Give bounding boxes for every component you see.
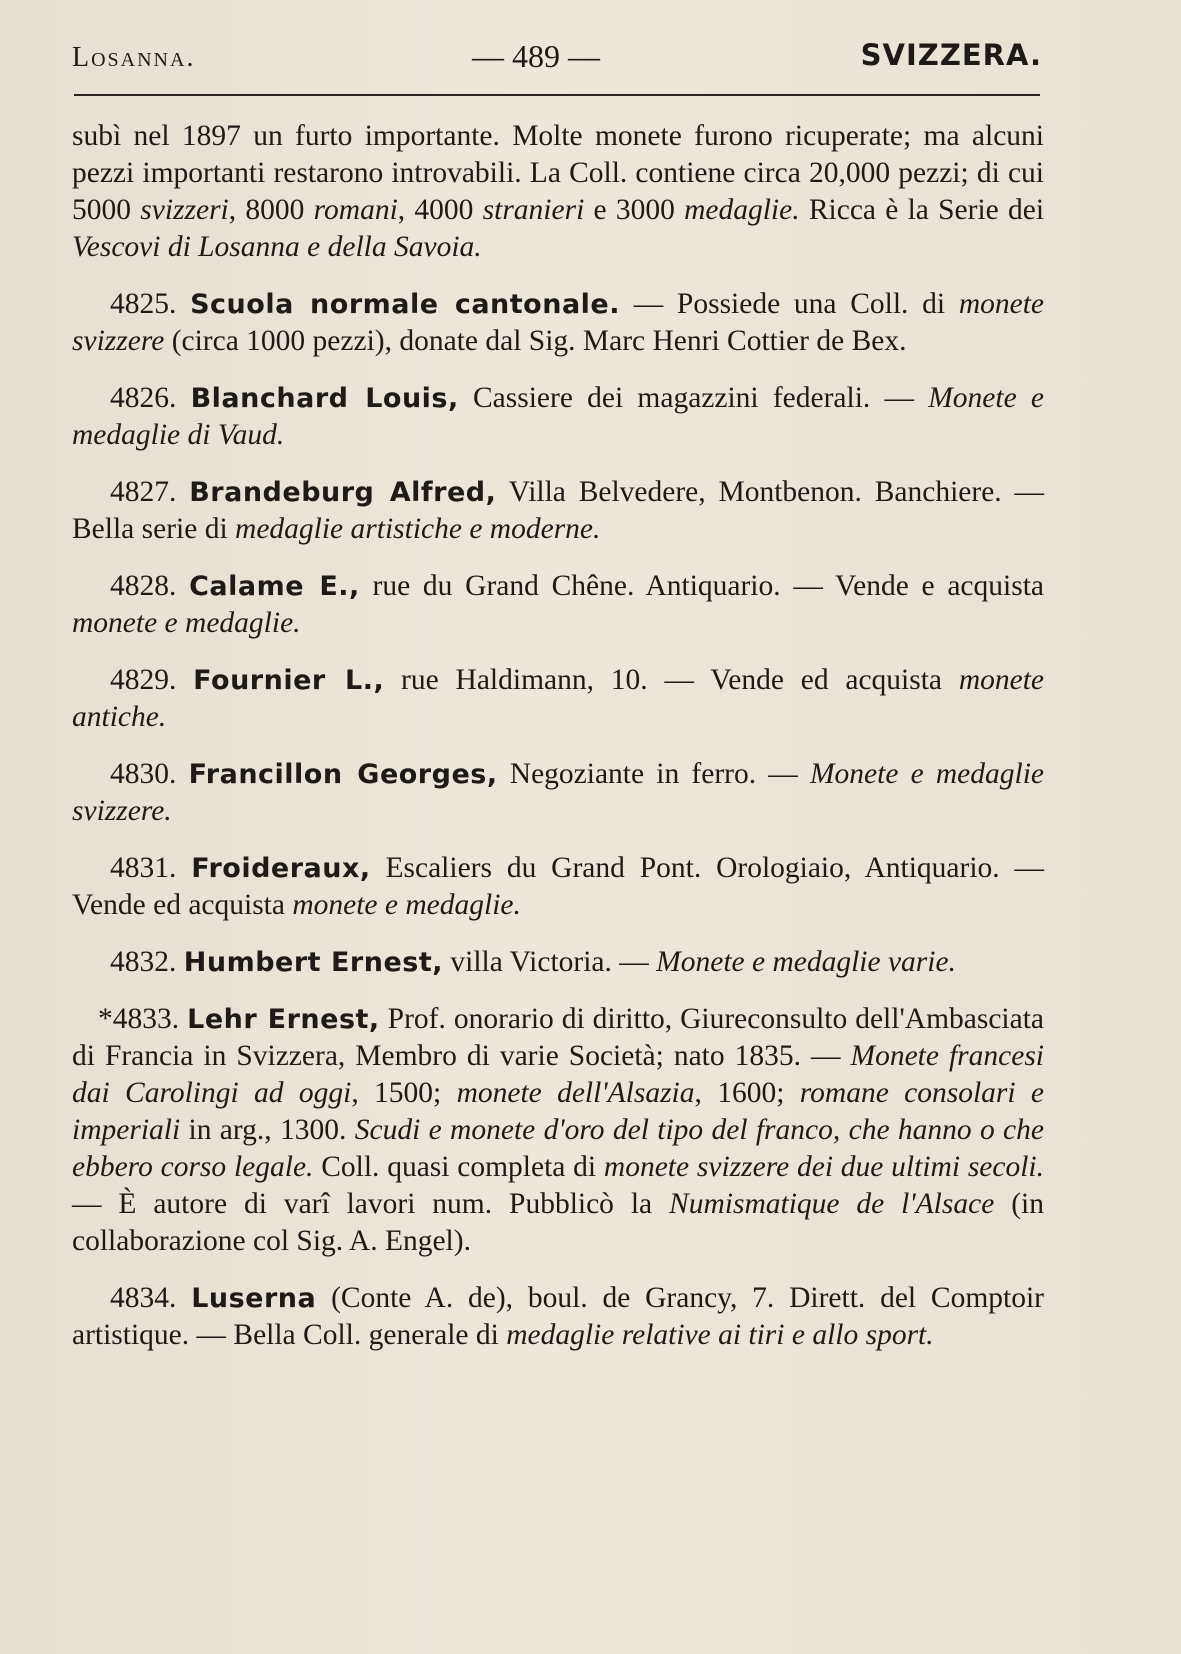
intro-italic-5: Vescovi di Losanna e della Savoia. bbox=[72, 231, 482, 263]
entry-text: Escaliers du Grand Pont. Orologiaio, Antiquario. — Vende ed acquista bbox=[72, 852, 1045, 921]
entry-text: Cassiere dei magazzini federali. — bbox=[458, 382, 929, 414]
intro-italic-3: stranieri bbox=[482, 194, 585, 226]
entry-name: Fournier L., bbox=[193, 665, 385, 696]
entry-number: *4833. bbox=[98, 1003, 180, 1035]
entry-name: Calame E., bbox=[189, 571, 360, 602]
entry-4830 bbox=[72, 756, 1044, 830]
entry-number: 4825. bbox=[110, 288, 177, 320]
entry-italic: Monete e medaglie varie. bbox=[656, 946, 956, 978]
entry-italic: Numismatique de l'Alsace bbox=[669, 1188, 995, 1220]
intro-text-2: , 8000 bbox=[228, 194, 314, 226]
entry-name: Scuola normale cantonale. bbox=[190, 289, 620, 320]
entry-4825 bbox=[72, 286, 1044, 360]
entry-4829 bbox=[72, 662, 1044, 736]
entry-text: (circa 1000 pezzi), donate dal Sig. Marc Henri Cottier de Bex. bbox=[164, 325, 907, 357]
intro-italic-1: svizzeri bbox=[140, 194, 229, 226]
page-number: — 489 — bbox=[472, 38, 600, 74]
entry-text: (Conte A. de), boul. de Grancy, 7. Dirett. del Comptoir artistique. — Bella Coll. generale di bbox=[72, 1282, 1045, 1351]
entry-text: in arg., 1300. bbox=[180, 1114, 355, 1146]
header-city: Losanna. bbox=[72, 42, 196, 73]
page-body bbox=[72, 118, 1044, 1374]
entry-text: — È autore di varî lavori num. Pubblicò la bbox=[72, 1188, 670, 1220]
entry-text: — Possiede una Coll. di bbox=[619, 288, 959, 320]
entry-name: Luserna bbox=[191, 1283, 317, 1314]
intro-italic-2: romani bbox=[313, 194, 398, 226]
entry-name: Francillon Georges, bbox=[188, 759, 498, 790]
entry-italic: monete svizzere dei due ultimi secoli. bbox=[603, 1151, 1044, 1183]
entry-number: 4834. bbox=[110, 1282, 177, 1314]
entry-italic: Scudi e monete d'oro del tipo del franco, che hanno o che ebbero corso legale. bbox=[72, 1114, 1044, 1183]
entry-italic: monete e medaglie. bbox=[292, 889, 521, 921]
intro-text-1: subì nel 1897 un furto importante. Molte monete furono ricuperate; ma alcuni pezzi importanti restarono introvabili. La Coll. contiene circa 20,000 pezzi; di cui 5000 bbox=[72, 120, 1044, 226]
intro-text-4: e 3000 bbox=[584, 194, 685, 226]
entry-text: rue du Grand Chêne. Antiquario. — Vende e acquista bbox=[359, 570, 1044, 602]
intro-italic-4: medaglie. bbox=[684, 194, 800, 226]
entry-name: Froideraux, bbox=[191, 853, 371, 884]
entry-number: 4831. bbox=[110, 852, 177, 884]
entry-text: (in collaborazione col Sig. A. Engel). bbox=[72, 1188, 1044, 1257]
entry-4833 bbox=[72, 1001, 1044, 1260]
entry-number: 4827. bbox=[110, 476, 177, 508]
intro-paragraph bbox=[72, 118, 1044, 266]
entry-text: Prof. onorario di diritto, Giureconsulto dell'Ambasciata di Francia in Svizzera, Membro di varie Società; nato 1835. — bbox=[72, 1003, 1045, 1072]
entry-italic: monete svizzere bbox=[72, 288, 1045, 357]
entry-italic: monete e medaglie. bbox=[72, 607, 301, 639]
entry-italic: Monete francesi dai Carolingi ad oggi bbox=[72, 1040, 1044, 1109]
entry-number: 4830. bbox=[110, 758, 177, 790]
entry-italic: Monete e medaglie di Vaud. bbox=[72, 382, 1044, 451]
entry-4831 bbox=[72, 850, 1044, 924]
header-country: SVIZZERA. bbox=[860, 38, 1042, 72]
entry-number: 4832. bbox=[110, 946, 177, 978]
running-header bbox=[72, 38, 1042, 84]
entry-number: 4826. bbox=[110, 382, 177, 414]
entry-4834 bbox=[72, 1280, 1044, 1354]
intro-text-3: , 4000 bbox=[397, 194, 483, 226]
entry-text: Villa Belvedere, Montbenon. Banchiere. — Bella serie di bbox=[72, 476, 1044, 545]
entry-text: , 1500; bbox=[351, 1077, 457, 1109]
entry-text: rue Haldimann, 10. — Vende ed acquista bbox=[384, 664, 959, 696]
entry-number: 4828. bbox=[110, 570, 177, 602]
entry-4832 bbox=[72, 944, 1044, 981]
entry-number: 4829. bbox=[110, 664, 177, 696]
entry-name: Lehr Ernest, bbox=[187, 1004, 380, 1035]
entry-name: Humbert Ernest, bbox=[183, 947, 443, 978]
entry-italic: medaglie artistiche e moderne. bbox=[235, 513, 601, 545]
entry-text: Coll. quasi completa di bbox=[313, 1151, 604, 1183]
entry-4828 bbox=[72, 568, 1044, 642]
entry-4826 bbox=[72, 380, 1044, 454]
entry-text: , 1600; bbox=[694, 1077, 800, 1109]
entry-name: Blanchard Louis, bbox=[190, 383, 459, 414]
entry-italic: Monete e medaglie svizzere. bbox=[72, 758, 1044, 827]
entry-italic: monete dell'Alsazia bbox=[456, 1077, 695, 1109]
entry-text: Negoziante in ferro. — bbox=[497, 758, 810, 790]
entry-name: Brandeburg Alfred, bbox=[189, 477, 497, 508]
intro-text-5: Ricca è la Serie dei bbox=[799, 194, 1045, 226]
entry-italic: monete antiche. bbox=[72, 664, 1044, 733]
header-rule bbox=[74, 94, 1040, 96]
entry-text: villa Victoria. — bbox=[443, 946, 657, 978]
entry-italic: romane consolari e imperiali bbox=[72, 1077, 1045, 1146]
entry-italic: medaglie relative ai tiri e allo sport. bbox=[506, 1319, 934, 1351]
entry-4827 bbox=[72, 474, 1044, 548]
